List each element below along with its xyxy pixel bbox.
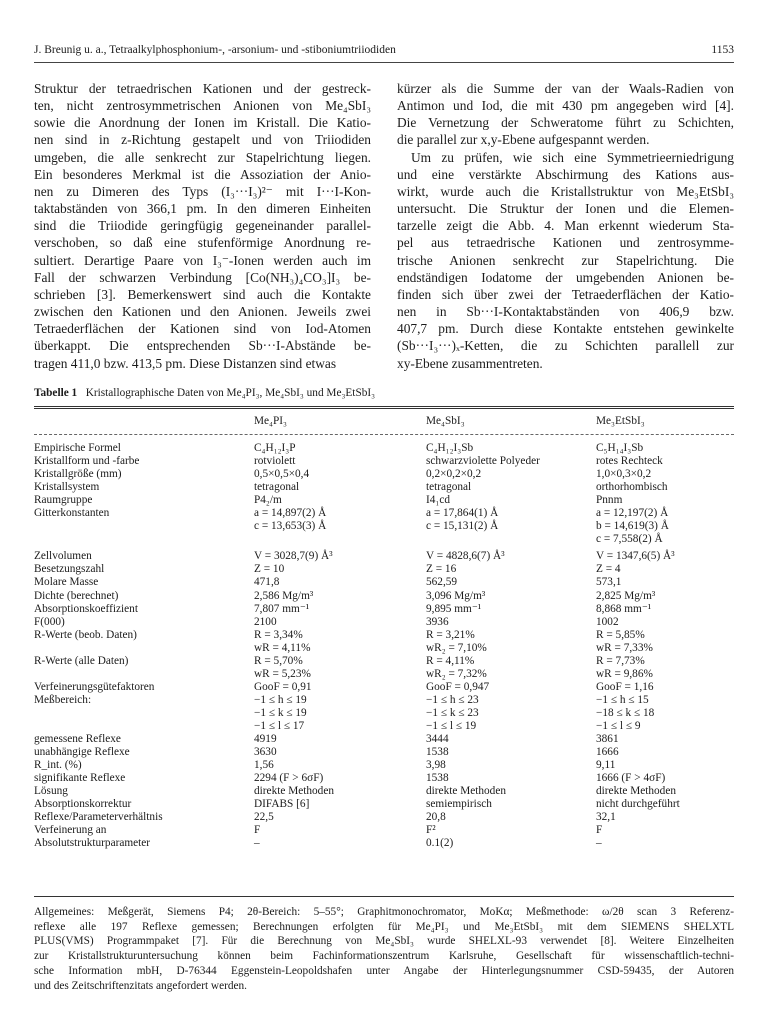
table-cell: F² (426, 824, 436, 837)
table-row (34, 811, 734, 824)
table-body (34, 442, 734, 850)
footnote-line: sche Information mbH, D-76344 Eggenstein-Leopoldshafen unter Angabe der Hinterlegungsnummer CSD-59435, der Autoren (34, 964, 734, 977)
table-cell: Kristallgröße (mm) (34, 468, 122, 481)
text-line: verschoben, so daß eine stufenförmige Anordnung re- (34, 235, 371, 251)
table-cell: Verfeinerungsgütefaktoren (34, 680, 155, 693)
table-cell: 9,895 mm⁻¹ (426, 602, 482, 615)
table-row (34, 468, 734, 481)
text-line: die parallel zur x,y-Ebene aufgespannt werden. (397, 132, 650, 148)
table-cell: 1538 (426, 746, 449, 759)
table-footnote (34, 905, 734, 993)
table-cell: 0,5×0,5×0,4 (254, 468, 310, 481)
table-row (34, 563, 734, 576)
table-row (34, 481, 734, 494)
table-cell: c = 13,653(3) Å (254, 520, 327, 533)
table-cell: Gitterkonstanten (34, 507, 110, 520)
table-cell: F(000) (34, 615, 65, 628)
table-cell: Verfeinerung an (34, 824, 107, 837)
table-cell: V = 1347,6(5) Å³ (596, 550, 675, 563)
table-cell: nicht durchgeführt (596, 798, 680, 811)
table-cell: C₅H₁₄I₃Sb (596, 442, 644, 454)
table-cell: a = 12,197(2) Å (596, 507, 669, 520)
text-line: Um zu prüfen, wie sich eine Symmetrieerniedrigung (411, 149, 734, 165)
table-cell: Absolutstrukturparameter (34, 837, 151, 850)
header-rule (34, 62, 734, 63)
table-cell: Z = 16 (426, 563, 457, 576)
table-cell: 3936 (426, 615, 449, 628)
table-cell: −1 ≤ k ≤ 23 (426, 706, 479, 719)
table-cell: – (596, 837, 602, 850)
table-row (34, 494, 734, 507)
table-cell: 7,807 mm⁻¹ (254, 602, 310, 615)
text-line: nen sind in z-Richtung gestapelt und von Triiodiden (34, 132, 371, 148)
crystal-data-table (34, 412, 734, 850)
text-line: (Sb···I₃···)ₓ-Ketten, die zu Schichten parallell zur (397, 338, 734, 354)
text-line: kürzer als die Summe der van der Waals-Radien von (397, 81, 734, 96)
body-column-left (34, 80, 371, 372)
table-row (34, 603, 734, 616)
table-cell: c = 7,558(2) Å (596, 533, 663, 546)
column-header: Me₃EtSbI₃ (596, 415, 645, 427)
table-cell: wR₂ = 7,32% (426, 667, 487, 680)
table-cell: 32,1 (596, 811, 616, 824)
column-header: Me₄SbI₃ (426, 415, 465, 427)
table-cell: −18 ≤ k ≤ 18 (596, 706, 655, 719)
table-cell: 3444 (426, 733, 449, 746)
table-row (34, 590, 734, 603)
table-cell: Kristallsystem (34, 481, 100, 494)
table-cell: Z = 4 (596, 563, 621, 576)
table-cell: c = 15,131(2) Å (426, 520, 499, 533)
text-line: zwischen den Kationen und den Anionen. Jeweils zwei (34, 304, 371, 320)
table-cell: direkte Methoden (596, 785, 676, 798)
text-line: tarzelle zeigt die Abb. 4. Man erkennt wiederum Sta- (397, 218, 734, 234)
table-cell: Raumgruppe (34, 494, 93, 507)
table-row (34, 798, 734, 811)
table-cell: Kristallform und -farbe (34, 455, 140, 468)
table-cell: R = 7,73% (596, 654, 645, 667)
table-cell: Absorptionskoeffizient (34, 602, 138, 615)
text-line: Ein besonderes Merkmal ist die Assoziation der Anio- (34, 166, 371, 182)
table-row (34, 520, 734, 533)
table-cell: 2294 (F > 6σF) (254, 772, 324, 785)
table-bottom-rule (34, 896, 734, 897)
table-top-rule-2 (34, 408, 734, 409)
table-cell: 2100 (254, 615, 277, 628)
running-title: J. Breunig u. a., Tetraalkylphosphonium-, -arsonium- und -stiboniumtriiodiden (34, 44, 396, 56)
table-cell: a = 14,897(2) Å (254, 507, 327, 520)
text-line: 407,7 pm. Durch diese Kontakte entstehen gewinkelte (397, 321, 734, 337)
table-cell: −1 ≤ h ≤ 19 (254, 693, 307, 706)
table-cell: 9,11 (596, 759, 616, 772)
table-header-row (34, 412, 734, 434)
table-row (34, 733, 734, 746)
text-line: sowie die Anordnung der Ionen im Kristall. Die Katio- (34, 115, 371, 131)
table-cell: tetragonal (254, 481, 300, 494)
text-line: sind die Triiodide geringfügig gegeneinander parallel- (34, 218, 371, 234)
text-line: Die Vernetzung der Schweratome führt zu Schichten, (397, 115, 734, 131)
text-line: sultiert. Derartige Paare von I₃⁻-Ionen werden auch im (34, 252, 371, 268)
text-line: Antimon und Iod, die mit 430 pm angegeben wird [4]. (397, 98, 734, 114)
table-cell: Besetzungszahl (34, 563, 105, 576)
table-row (34, 785, 734, 798)
table-cell: semiempirisch (426, 798, 492, 811)
table-cell: 1,0×0,3×0,2 (596, 468, 652, 481)
table-caption-text: Kristallographische Daten von Me₄PI₃, Me₄SbI₃ und Me₃EtSbI₃ (85, 387, 376, 399)
text-line: wirkt, wurde auch die Kristallstruktur von Me₃EtSbI₃ (397, 183, 734, 199)
table-cell: signifikante Reflexe (34, 772, 126, 785)
table-cell: wR₂ = 7,10% (426, 641, 487, 654)
table-row (34, 707, 734, 720)
table-cell: 1666 (596, 746, 619, 759)
table-row (34, 455, 734, 468)
table-cell: R = 4,11% (426, 654, 475, 667)
table-cell: direkte Methoden (254, 785, 334, 798)
table-cell: 3,096 Mg/m³ (426, 589, 486, 602)
table-cell: Reflexe/Parameterverhältnis (34, 811, 163, 824)
text-line: finden sich über zwei der Tetraederflächen der Katio- (397, 286, 734, 302)
table-top-rule (34, 406, 734, 407)
table-row (34, 576, 734, 589)
footnote-line: und des Zeitschriftenzitats angefordert werden. (34, 979, 247, 992)
table-cell: Pnnm (596, 494, 623, 507)
table-cell: 1002 (596, 615, 619, 628)
table-cell: orthorhombisch (596, 481, 668, 494)
table-cell: Absorptionskorrektur (34, 798, 132, 811)
table-cell: gemessene Reflexe (34, 733, 121, 746)
table-cell: R-Werte (beob. Daten) (34, 628, 137, 641)
table-cell: 2,586 Mg/m³ (254, 589, 314, 602)
text-line: ten, nicht zentrosymmetrischen Anionen von Me₄SbI₃ (34, 98, 371, 114)
table-row (34, 824, 734, 837)
table-cell: wR = 5,23% (254, 667, 311, 680)
table-row (34, 507, 734, 520)
text-line: untersucht. Die Struktur der Ionen und die Elemen- (397, 201, 734, 217)
table-row (34, 533, 734, 546)
table-row (34, 694, 734, 707)
table-cell: Dichte (berechnet) (34, 589, 119, 602)
table-cell: b = 14,619(3) Å (596, 520, 669, 533)
table-cell: C₄H₁₂I₃P (254, 442, 296, 454)
table-cell: Empirische Formel (34, 442, 121, 454)
table-cell: P4₂/m (254, 494, 282, 507)
text-line: tragen 411,0 bzw. 413,5 pm. Diese Distanzen sind etwas (34, 355, 337, 371)
table-cell: 0.1(2) (426, 837, 454, 850)
table-cell: wR = 4,11% (254, 641, 311, 654)
table-cell: V = 4828,6(7) Å³ (426, 550, 505, 563)
table-cell: −1 ≤ h ≤ 23 (426, 693, 479, 706)
table-cell: Meßbereich: (34, 693, 92, 706)
footnote-line: Allgemeines: Meßgerät, Siemens P4; 2θ-Bereich: 5–55°; Graphitmonochromator, MoKα; Meßmethode: ω/2θ scan 3 Referenz- (34, 906, 734, 918)
text-line: schrieben [3]. Bemerkenswert sind auch die Kontakte (34, 286, 371, 302)
table-cell: direkte Methoden (426, 785, 506, 798)
table-cell: 562,59 (426, 576, 458, 589)
table-cell: −1 ≤ l ≤ 17 (254, 719, 305, 732)
text-line: xy-Ebene zusammentreten. (397, 355, 543, 371)
table-cell: R = 5,70% (254, 654, 303, 667)
table-cell: 4919 (254, 733, 277, 746)
table-cell: rotes Rechteck (596, 455, 663, 468)
table-cell: GooF = 0,91 (254, 680, 312, 693)
table-cell: tetragonal (426, 481, 472, 494)
table-cell: F (596, 824, 603, 837)
table-cell: 1,56 (254, 759, 274, 772)
table-cell: unabhängige Reflexe (34, 746, 130, 759)
table-row (34, 550, 734, 563)
table-cell: I4₁cd (426, 494, 451, 507)
text-line: Fall der schwarzen Verbindung [Co(NH₃)₄CO₃]I₃ be- (34, 269, 371, 285)
table-cell: 3,98 (426, 759, 446, 772)
table-cell: F (254, 824, 261, 837)
table-row (34, 772, 734, 785)
table-row (34, 616, 734, 629)
table-row (34, 720, 734, 733)
table-cell: schwarzviolette Polyeder (426, 455, 540, 468)
text-line: umgeben, die alle senkrecht zur Stapelrichtung liegen. (34, 149, 371, 165)
table-cell: rotviolett (254, 455, 296, 468)
table-cell: −1 ≤ l ≤ 19 (426, 719, 477, 732)
table-cell: – (254, 837, 260, 850)
table-cell: −1 ≤ l ≤ 9 (596, 719, 641, 732)
table-cell: 3630 (254, 746, 277, 759)
table-cell: 573,1 (596, 576, 622, 589)
table-row (34, 442, 734, 455)
table-caption (34, 387, 734, 399)
table-cell: R-Werte (alle Daten) (34, 654, 129, 667)
table-row (34, 668, 734, 681)
table-row (34, 642, 734, 655)
text-line: und eine verstärkte Abschirmung des Kations aus- (397, 166, 734, 182)
table-cell: a = 17,864(1) Å (426, 507, 499, 520)
footnote-line: zur Kristallstrukturuntersuchung können beim Fachinformationszentrum Karlsruhe, Gesellschaft für wissenschaftlich-techni- (34, 950, 734, 963)
table-cell: −1 ≤ k ≤ 19 (254, 706, 307, 719)
page-number: 1153 (711, 44, 734, 56)
table-cell: 22,5 (254, 811, 274, 824)
text-line: Struktur der tetraedrischen Kationen und der gestreck- (34, 81, 371, 96)
footnote-line: reflexe alle 197 Reflexe gemessen; Berechnungen erfolgten für Me₄PI₃ und Me₃EtSbI₃ mit dem SIEMENS SHELXTL (34, 920, 734, 933)
text-line: trische Anionen senkrecht zur Stapelrichtung. Die (397, 252, 734, 268)
table-cell: DIFABS [6] (254, 798, 310, 811)
table-cell: 2,825 Mg/m³ (596, 589, 656, 602)
column-header: Me₄PI₃ (254, 415, 287, 427)
table-cell: R = 5,85% (596, 628, 645, 641)
text-line: taktabständen von 366,1 pm. In den dimeren Einheiten (34, 201, 371, 217)
table-cell: −1 ≤ h ≤ 15 (596, 693, 649, 706)
running-header (34, 44, 734, 62)
table-cell: C₄H₁₂I₃Sb (426, 442, 474, 454)
text-line: nen zu Dimeren des Typs (I₃···I₃)²⁻ mit I···I-Kon- (34, 183, 371, 199)
table-cell: 1538 (426, 772, 449, 785)
table-cell: wR = 7,33% (596, 641, 653, 654)
table-cell: GooF = 0,947 (426, 680, 490, 693)
table-cell: Molare Masse (34, 576, 99, 589)
table-cell: V = 3028,7(9) Å³ (254, 550, 333, 563)
text-line: überkappt. Die entsprechenden Sb···I-Abstände be- (34, 338, 371, 354)
text-line: endständigen Iodatome der umgebenden Anionen be- (397, 269, 734, 285)
table-cell: R = 3,21% (426, 628, 475, 641)
table-cell: R = 3,34% (254, 628, 303, 641)
table-row (34, 629, 734, 642)
table-cell: 8,868 mm⁻¹ (596, 602, 652, 615)
table-cell: wR = 9,86% (596, 667, 653, 680)
table-cell: 1666 (F > 4σF) (596, 772, 666, 785)
text-line: Tetraederflächen der Kationen sind von Iod-Atomen (34, 321, 371, 337)
table-cell: 0,2×0,2×0,2 (426, 468, 482, 481)
table-cell: Zellvolumen (34, 550, 92, 563)
table-cell: Z = 10 (254, 563, 285, 576)
text-line: pel aus tetraedrische Kationen und zentrosymme- (397, 235, 734, 251)
table-row (34, 655, 734, 668)
table-cell: GooF = 1,16 (596, 680, 654, 693)
text-line: nen in Sb···I-Kontaktabständen von 406,9 bzw. (397, 304, 734, 320)
table-row (34, 759, 734, 772)
table-cell: Lösung (34, 785, 68, 798)
table-row (34, 681, 734, 694)
table-row (34, 746, 734, 759)
table-cell: 3861 (596, 733, 619, 746)
header-rule-dashed (34, 434, 734, 435)
body-column-right (397, 80, 734, 372)
table-cell: R_int. (%) (34, 759, 82, 772)
footnote-line: PLUS(VMS) Programmpaket [7]. Für die Berechnung von Me₄SbI₃ wurde SHELXL-93 verwendet [8]. Weitere Einzelheiten (34, 935, 734, 948)
table-row (34, 837, 734, 850)
table-cell: 471,8 (254, 576, 280, 589)
table-cell: 20,8 (426, 811, 446, 824)
table-label: Tabelle 1 (34, 387, 78, 399)
